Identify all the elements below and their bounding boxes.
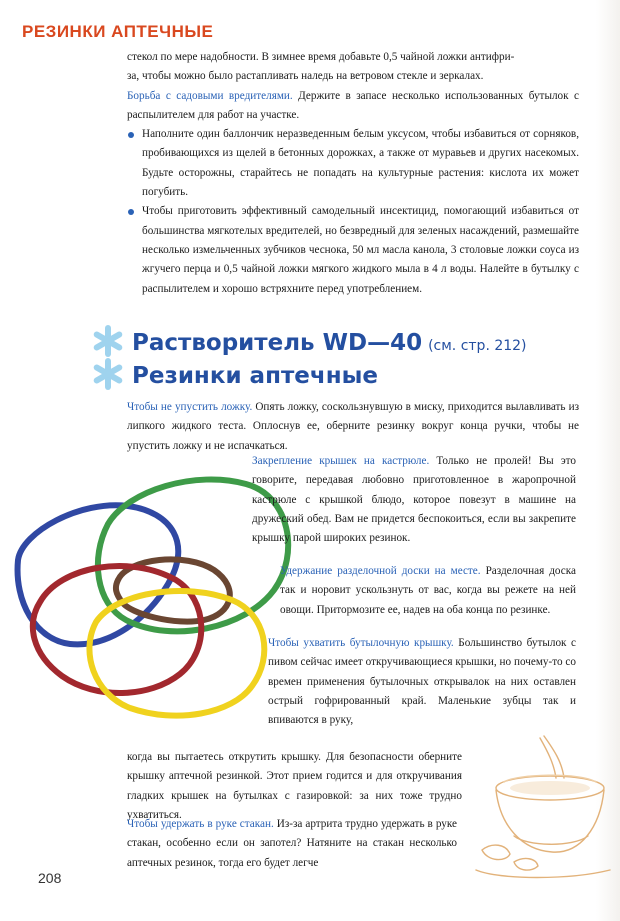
glass-text: Из-за артрита трудно удержать в руке стакан, особенно если он запотел? Натяните на стакан несколько аптечных резинок, тогда его будет легче [127, 818, 457, 869]
board-text: Разделочная доска так и норовит ускользнуть от вас, когда вы режете на ней овощи. Притормозите ее, надев на оба конца по резинке. [280, 565, 576, 616]
heading-wd40 [132, 330, 527, 356]
board-paragraph [280, 562, 576, 620]
heading-rubber-bands-text: Резинки аптечные [132, 363, 378, 389]
bullet-icon [128, 209, 134, 215]
glass-title: Чтобы удержать в руке стакан. [127, 818, 274, 830]
cap-text-full: когда вы пытаетесь открутить крышку. Для безопасности оберните крышку аптечной резинкой. Этот прием годится и для откручивания гладких крышек на бутылках с газировкой: за них тоже трудно ухватиться. [127, 751, 462, 821]
running-header: РЕЗИНКИ АПТЕЧНЫЕ [22, 22, 214, 41]
board-title: Удержание разделочной доски на месте. [280, 565, 481, 577]
intro-line-1: стекол по мере надобности. В зимнее время добавьте 0,5 чайной ложки антифри- [127, 51, 515, 63]
heading-wd40-ref: (см. стр. 212) [428, 338, 527, 354]
intro-line-2: за, чтобы можно было растапливать наледь на ветровом стекле и зеркалах. [127, 70, 484, 83]
pest-paragraph [127, 87, 579, 126]
intro-block [127, 48, 579, 299]
page-number: 208 [38, 870, 62, 886]
list-item [127, 202, 579, 298]
cap-paragraph-lower [127, 748, 462, 825]
spoon-title: Чтобы не упустить ложку. [127, 401, 253, 413]
spoon-text: Опять ложку, соскользнувшую в миску, приходится вылавливать из липкого жидкого теста. Оплоснув ее, оберните резинку вокруг конца ручки, чтобы не упустить ложку и не испачкаться. [127, 401, 579, 452]
asterisk-icon [92, 325, 124, 357]
bullet-text: Чтобы приготовить эффективный самодельный инсектицид, помогающий избавиться от большинства мягкотелых вредителей, но безвредный для зеленых насаждений, размешайте несколько измельченных зубчиков чеснока, 50 мл масла канола, 3 столовые ложки соуса из жгучего перца и 0,5 чайной ложки мягкого жидкого мыла в 4 л воды. Налейте в бутылку с распылителем и хорошо встряхните перед употреблением. [142, 205, 579, 295]
lid-paragraph [252, 452, 576, 548]
lid-title: Закрепление крышек на кастрюле. [252, 455, 430, 467]
heading-wd40-text: Растворитель WD—40 [132, 330, 423, 356]
pest-bullet-list [127, 125, 579, 299]
bullet-icon [128, 132, 134, 138]
spoon-paragraph [127, 398, 579, 456]
pest-title: Борьба с садовыми вредителями. [127, 89, 293, 102]
cap-text-right: Большинство бутылок с пивом сейчас имеет откручивающиеся крышки, но почему-то со времен применения бутылочных открывалок на них оставлен острый гофрированный край. Маленькие зубцы так и впиваются в руку, [268, 637, 576, 727]
pest-text: Держите в запасе несколько использованных бутылок с распылителем для работ на участке. [127, 89, 579, 121]
cap-title: Чтобы ухватить бутылочную крышку. [268, 637, 454, 649]
bullet-text: Наполните один баллончик неразведенным белым уксусом, чтобы избавиться от сорняков, пробивающихся из щелей в бетонных дорожках, а также от муравьев и других насекомых. Будьте осторожны, старайтесь не попадать на культурные растения: кислота их может погубить. [142, 128, 579, 199]
glass-paragraph [127, 815, 457, 873]
mixing-bowl-illustration [470, 730, 620, 890]
lid-text: Только не пролей! Вы это говорите, передавая любовно приготовленное в жаропрочной кастрюле с крышкой блюдо, которое повезут в машине на дружеский обед. Вам не придется беспокоиться, если вы закрепите крышку парой широких резинок. [252, 455, 576, 545]
list-item [127, 125, 579, 202]
cap-paragraph-upper [268, 634, 576, 730]
heading-rubber-bands [132, 363, 378, 389]
asterisk-icon [92, 358, 124, 390]
